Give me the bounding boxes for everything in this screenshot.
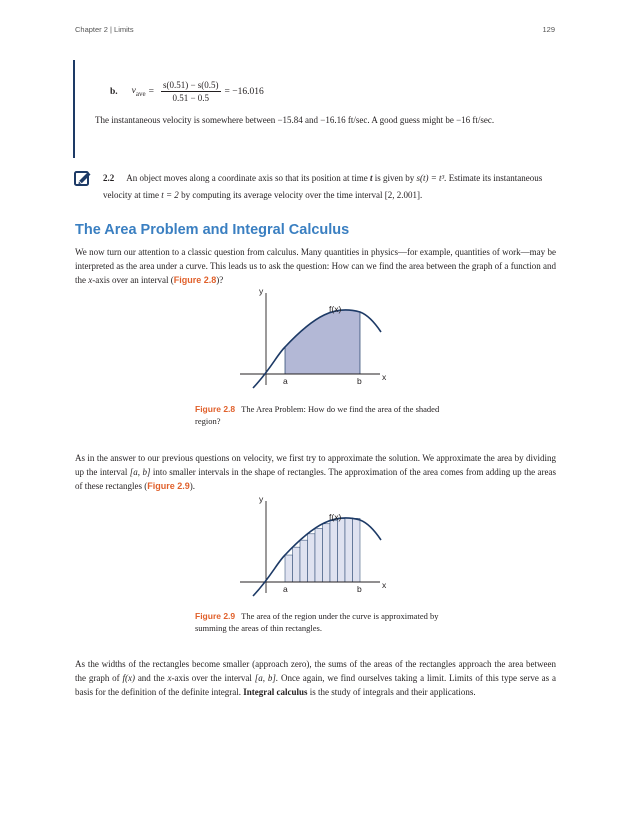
running-header-chapter: Chapter 2 | Limits xyxy=(75,25,134,34)
approximation-rectangle xyxy=(345,518,353,582)
paragraph-area-problem: We now turn our attention to a classic question from calculus. Many quantities in physics—for example, quantities of work—may be interpreted as the area under a curve. This leads us to ask the question: How can we find the area between the graph of a function and the x-axis over an interval (Figure 2.8)? xyxy=(75,247,556,285)
position-formula: s(t) = t³. xyxy=(416,173,447,183)
x-axis-label: x xyxy=(382,372,387,382)
term-integral-calculus: Integral calculus xyxy=(243,687,308,697)
f-of-x-label: f(x) xyxy=(329,512,342,522)
approximation-rectangle xyxy=(353,518,361,582)
example-solution-bar xyxy=(73,60,75,158)
b-label: b xyxy=(357,376,362,386)
denominator: 0.51 − 0.5 xyxy=(172,93,210,103)
approximation-rectangle xyxy=(300,540,308,582)
a-label: a xyxy=(283,584,288,594)
approximation-rectangle xyxy=(308,534,316,582)
figure-2-8-graph xyxy=(235,285,395,390)
checkpoint-pencil-icon xyxy=(74,169,92,187)
y-axis-label: y xyxy=(259,494,264,504)
b-label: b xyxy=(357,584,362,594)
figure-2-8-link[interactable]: Figure 2.8 xyxy=(173,275,217,285)
approximation-rectangle xyxy=(338,519,346,582)
checkpoint-number: 2.2 xyxy=(103,173,115,183)
time-interval: [2, 2.001]. xyxy=(384,190,423,200)
figure-2-9-caption: Figure 2.9 The area of the region under the curve is approximated by summing the areas of thin rectangles. xyxy=(195,611,439,633)
approximation-rectangle xyxy=(330,521,338,582)
paragraph-rectangles: As in the answer to our previous questions on velocity, we first try to approximate the solution. We approximate the area by dividing up the interval [a, b] into smaller intervals in the shape of rectangles. The approximation of the area comes from adding up the areas of these rectangles (Figure 2.9). xyxy=(75,453,556,491)
paragraph-integral-calculus: As the widths of the rectangles become smaller (approach zero), the sums of the areas of the rectangles approach the area between the graph of f(x) and the x-axis over the interval [a, b]. Once again, we find ourselves taking a limit. Limits of this type serve as a basis for the definition of the definite integral. Integral calculus is the study of integrals and their applications. xyxy=(75,659,556,697)
approximation-rectangle xyxy=(293,547,301,582)
y-axis-label: y xyxy=(259,286,264,296)
numerator: s(0.51) − s(0.5) xyxy=(162,80,219,90)
shaded-area-region xyxy=(285,310,360,374)
answer-b-label: b. xyxy=(110,86,118,97)
approximation-rectangles xyxy=(285,518,360,582)
answer-b-equation: b. $v_{ave}$ = $\frac{s(0.51) - s(0.5)}{0.51 - 0.5}$ = −16.016 xyxy=(110,80,264,103)
a-label: a xyxy=(283,376,288,386)
page-number: 129 xyxy=(542,25,555,34)
figure-2-9-graph xyxy=(235,493,395,598)
f-of-x-label: f(x) xyxy=(329,304,342,314)
section-heading: The Area Problem and Integral Calculus xyxy=(75,222,350,238)
velocity-conclusion: The instantaneous velocity is somewhere between −15.84 and −16.16 ft/sec. A good guess might be −16 ft/sec. xyxy=(95,115,495,125)
approximation-rectangle xyxy=(323,524,331,582)
v-ave-symbol: $v_{ave}$ xyxy=(131,85,146,98)
approximation-rectangle xyxy=(285,555,293,582)
difference-quotient xyxy=(161,80,221,103)
figure-2-8-caption: Figure 2.8 The Area Problem: How do we find the area of the shaded region? xyxy=(195,404,440,426)
approximation-rectangle xyxy=(315,528,323,582)
checkpoint-2-2: 2.2 An object moves along a coordinate axis so that its position at time t is given by s(t) = t³. Estimate its instantaneous velocity at time t = 2 by computing its average velocity over the time interval [2, 2.001]. xyxy=(103,173,543,200)
figure-2-9-link[interactable]: Figure 2.9 xyxy=(147,481,190,491)
answer-b-result: = −16.016 xyxy=(224,86,264,97)
x-axis-label: x xyxy=(382,580,387,590)
